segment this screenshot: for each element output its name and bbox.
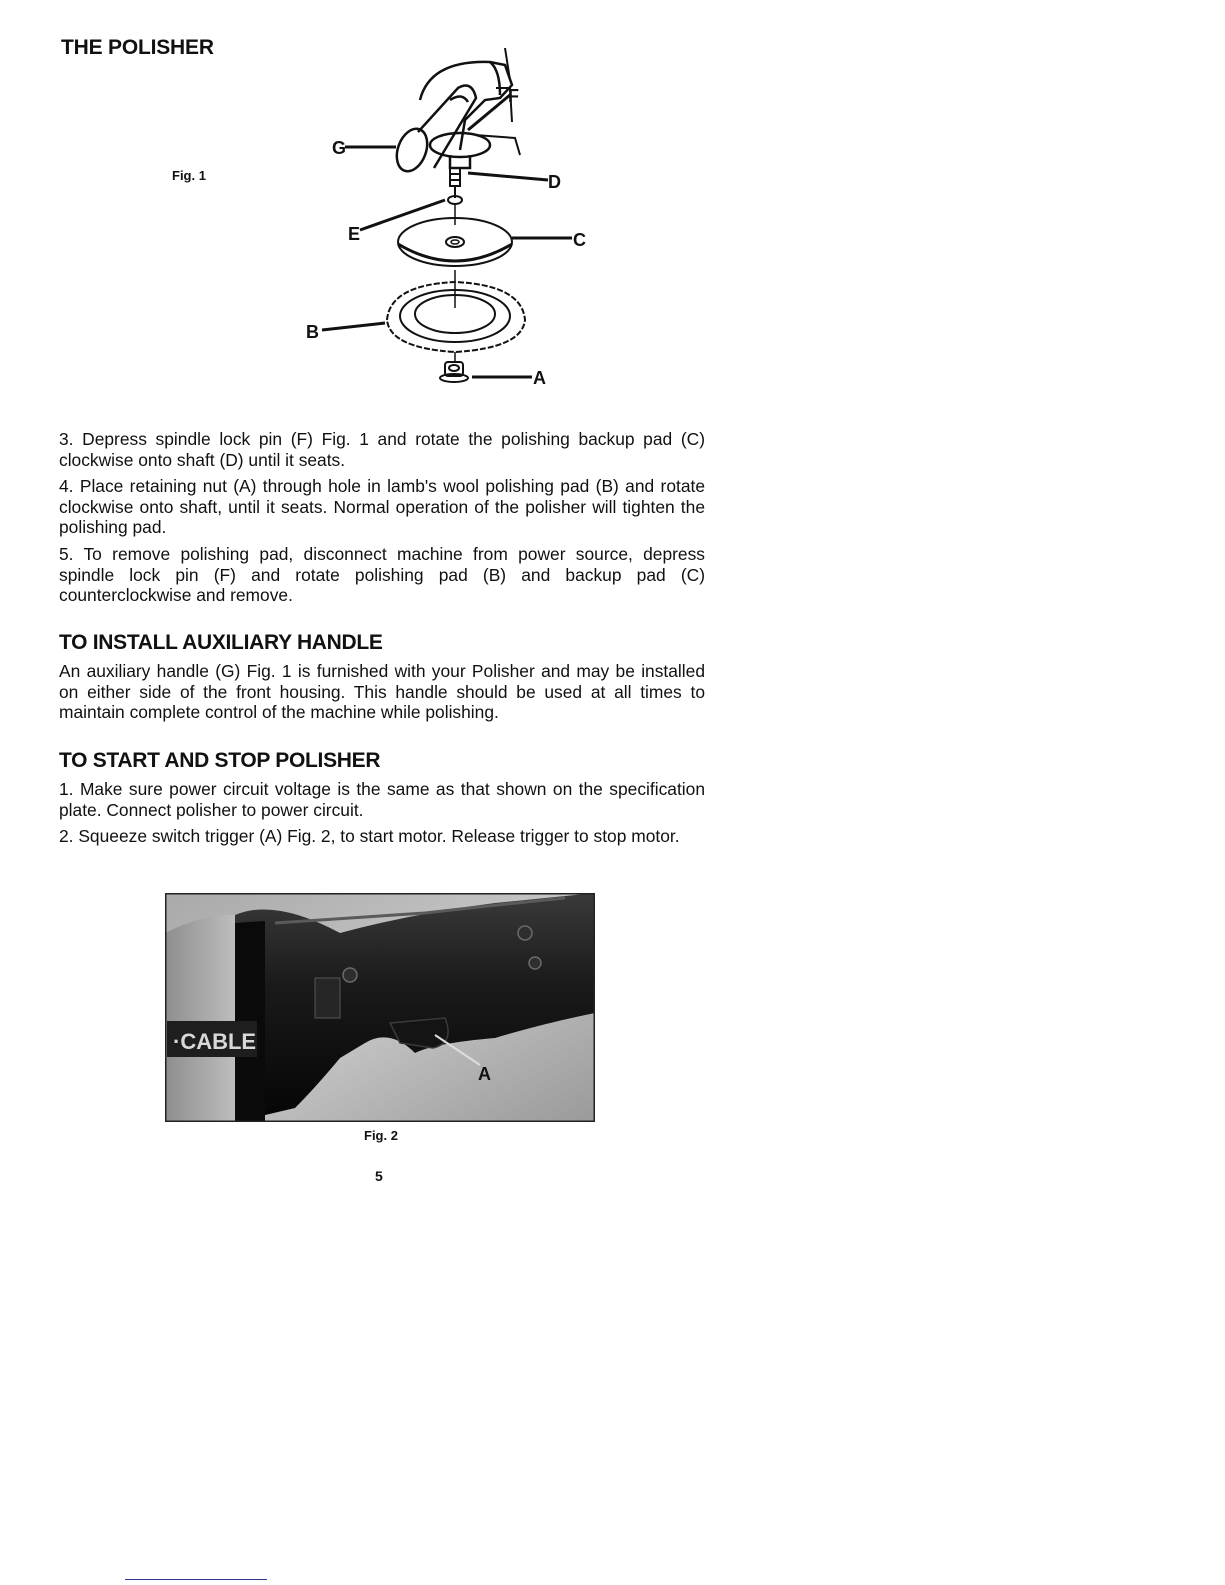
fig1-diagram: [300, 40, 600, 395]
backup-pad-drawing: [398, 218, 512, 266]
auxiliary-handle-body: An auxiliary handle (G) Fig. 1 is furnished with your Polisher and may be installed on either side of the front housing. This handle should be used at all times to maintain complete control of the machine while polishing.: [59, 661, 705, 722]
heading-auxiliary-handle: TO INSTALL AUXILIARY HANDLE: [59, 631, 383, 654]
callout-c: C: [573, 230, 586, 250]
start-step-1: 1. Make sure power circuit voltage is the same as that shown on the specification plate. Connect polisher to power circuit.: [59, 779, 705, 820]
page-title: THE POLISHER: [61, 36, 214, 59]
fig2-callout-a: A: [478, 1064, 491, 1084]
polisher-head-drawing: [391, 48, 520, 175]
step-4: 4. Place retaining nut (A) through hole in lamb's wool polishing pad (B) and rotate clockwise onto shaft, until it seats. Normal operation of the polisher will tighten the polishing pad.: [59, 476, 705, 537]
start-step-2: 2. Squeeze switch trigger (A) Fig. 2, to start motor. Release trigger to stop motor.: [59, 826, 680, 846]
callout-b: B: [306, 322, 319, 342]
callout-d: D: [548, 172, 561, 192]
retaining-nut-drawing: [440, 362, 468, 382]
step-3: 3. Depress spindle lock pin (F) Fig. 1 and rotate the polishing backup pad (C) clockwise onto shaft (D) until it seats.: [59, 429, 705, 470]
heading-start-stop: TO START AND STOP POLISHER: [59, 749, 381, 772]
fig2-photo: [165, 893, 595, 1122]
callout-g: G: [332, 138, 347, 158]
bottom-divider: [125, 1579, 267, 1580]
step-5: 5. To remove polishing pad, disconnect machine from power source, depress spindle lock pin (F) and rotate polishing pad (B) and backup pad (C) counterclockwise and remove.: [59, 544, 705, 605]
callout-e: E: [348, 224, 361, 244]
fig1-label: Fig. 1: [172, 168, 206, 183]
fig2-label: Fig. 2: [364, 1128, 398, 1143]
callout-a: A: [533, 368, 546, 388]
wool-pad-drawing: [387, 282, 525, 352]
callout-f: F: [508, 86, 519, 106]
shaft-drawing: [450, 168, 460, 198]
page-number: 5: [375, 1168, 383, 1184]
brand-text: ·CABLE: [173, 1029, 257, 1054]
